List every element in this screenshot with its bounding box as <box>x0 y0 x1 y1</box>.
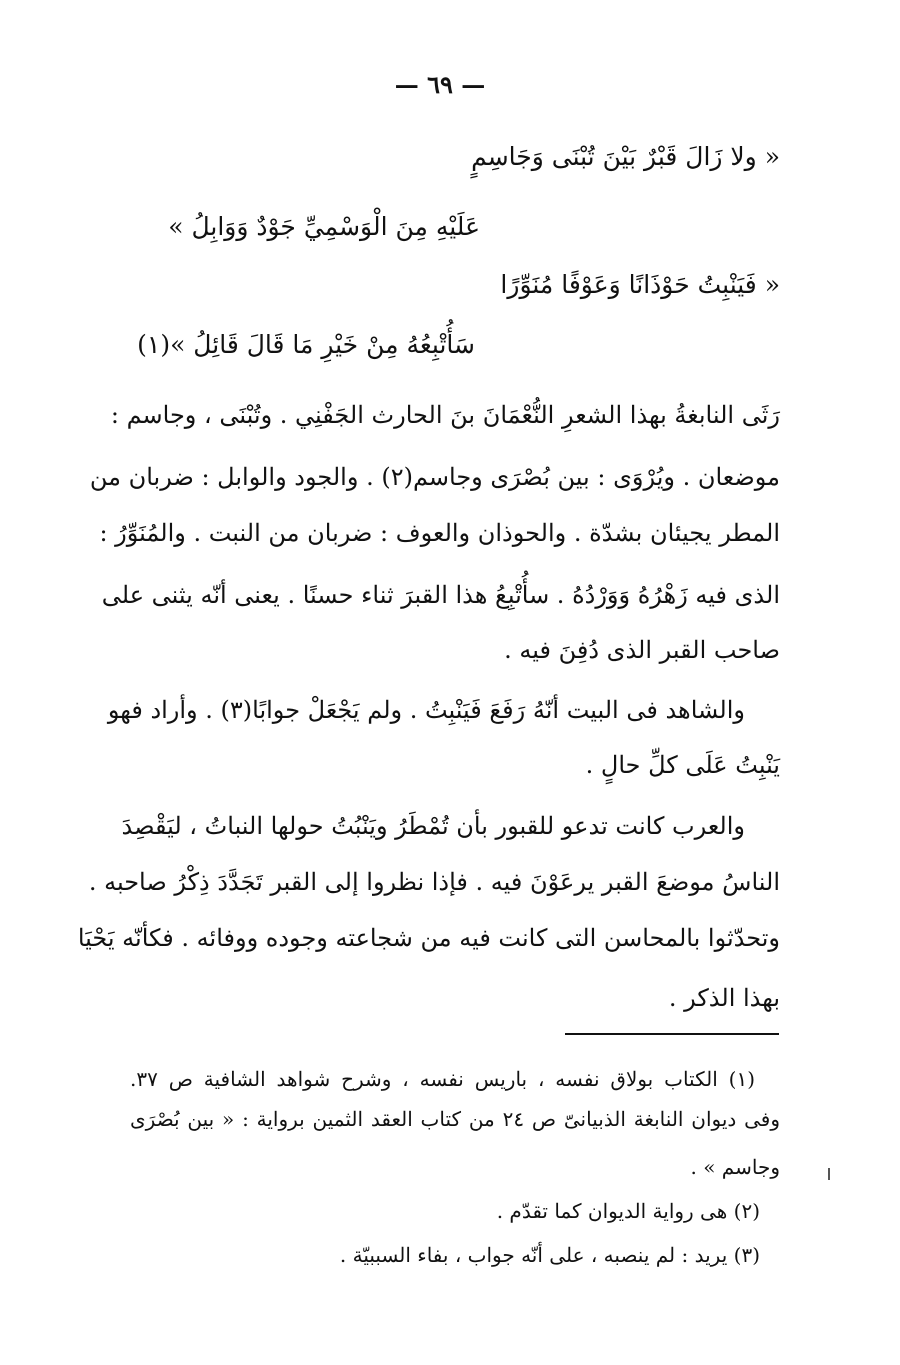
footnote-3: (٣) يريد : لم ينصبه ، على أنّه جواب ، بفاء السببيّة . <box>339 1243 760 1267</box>
footnote-1-line-3: وجاسم » . <box>690 1155 780 1179</box>
paragraph-1-line-4: الذى فيه زَهْرُهُ وَوَرْدُهُ . سأُتْبِعُ هذا القبرَ ثناء حسنًا . يعنى أنّه يثنى على <box>101 581 780 609</box>
footnote-separator <box>565 1033 779 1035</box>
verse-line-4: سَأُتْبِعُهُ مِنْ خَيْرِ مَا قَالَ قَائِلُ »(١) <box>137 330 475 359</box>
paragraph-1-line-1: رَثَى النابغةُ بهذا الشعرِ النُّعْمَانَ بنَ الحارث الجَفْنِي . وتُبْنَى ، وجاسم : <box>110 401 780 429</box>
paragraph-2-line-2: يَنْبِتُ عَلَى كلِّ حالٍ . <box>585 751 780 779</box>
paragraph-1-line-2: موضعان . ويُرْوَى : بين بُصْرَى وجاسم(٢) . والجود والوابل : ضربان من <box>89 463 780 491</box>
paragraph-1-line-5: صاحب القبر الذى دُفِنَ فيه . <box>504 636 780 664</box>
verse-line-3: « فَيَنْبِتُ حَوْذَانًا وَعَوْفًا مُنَوِّرًا <box>500 270 780 299</box>
paragraph-3-line-3: وتحدّثوا بالمحاسن التى كانت فيه من شجاعته وجوده ووفائه . فكأنّه يَحْيَا <box>77 924 780 952</box>
verse-line-2: عَلَيْهِ مِنَ الْوَسْمِيِّ جَوْدٌ وَوَابِلُ » <box>168 212 480 241</box>
paragraph-3-line-1: والعرب كانت تدعو للقبور بأن تُمْطَرُ ويَنْبُتُ حولها النباتُ ، ليَقْصِدَ <box>121 812 745 840</box>
paragraph-3-line-4: بهذا الذكر . <box>668 984 780 1012</box>
paragraph-3-line-2: الناسُ موضعَ القبر يرعَوْنَ فيه . فإذا نظروا إلى القبر تَجَدَّدَ ذِكْرُ صاحبه . <box>88 868 780 896</box>
paragraph-1-line-3: المطر يجيئان بشدّة . والحوذان والعوف : ضربان من النبت . والمُنَوِّرُ : <box>99 519 780 547</box>
page-number: — ٦٩ — <box>394 70 486 99</box>
footnote-1-line-2: وفى ديوان النابغة الذبيانىّ ص ٢٤ من كتاب العقد الثمين برواية : « بين بُصْرَى <box>130 1107 781 1131</box>
paragraph-2-line-1: والشاهد فى البيت أنّهُ رَفَعَ فَيَنْبِتُ . ولم يَجْعَلْ جوابًا(٣) . وأراد فهو <box>107 696 745 724</box>
footnote-2: (٢) هى رواية الديوان كما تقدّم . <box>496 1199 760 1223</box>
footnote-1-line-1: (١) الكتاب بولاق نفسه ، باريس نفسه ، وشرح شواهد الشافية ص ٣٧. <box>130 1067 755 1091</box>
verse-line-1: « ولا زَالَ قَبْرٌ بَيْنَ تُبْنَى وَجَاسِمٍ <box>471 142 780 171</box>
margin-mark <box>828 1168 830 1180</box>
